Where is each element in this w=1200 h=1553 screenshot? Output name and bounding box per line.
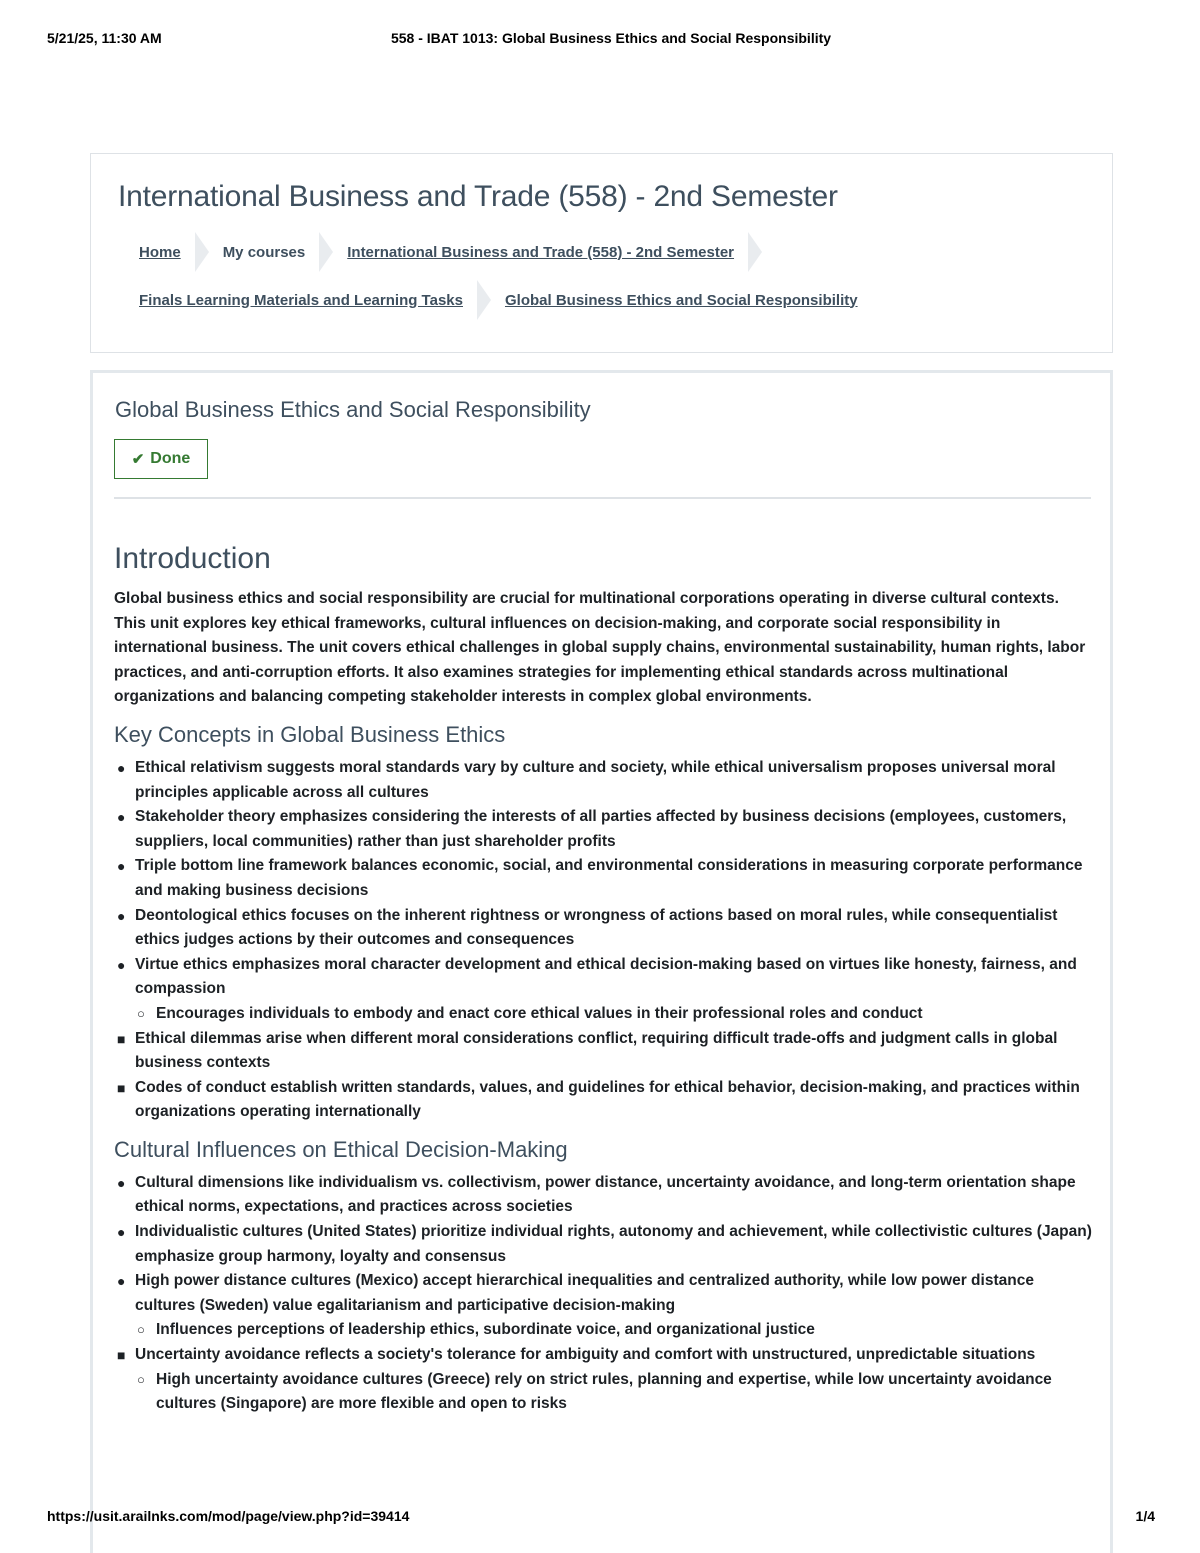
- list-item: ● Stakeholder theory emphasizes considering the interests of all parties affected by business decisions (employees, customers, suppliers, local communities) rather than just shareholder profits: [114, 805, 1094, 854]
- breadcrumb-course[interactable]: International Business and Trade (558) - 2nd Semester: [347, 243, 735, 261]
- print-footer: [47, 1508, 1155, 1528]
- circle-bullet-icon: ○: [137, 1371, 145, 1387]
- check-icon: ✔: [131, 451, 145, 468]
- chevron-right-icon: [319, 232, 333, 272]
- intro-paragraph: Global business ethics and social responsibility are crucial for multinational corporations operating in diverse cultural contexts. This unit explores key ethical frameworks, cultural influences on decision-making, and corporate social responsibility in international business. The unit covers ethical challenges in global supply chains, environmental sustainability, human rights, labor practices, and anti-corruption efforts. It also examines strategies for implementing ethical standards across multinational organizations and balancing competing stakeholder interests in complex global environments.: [114, 590, 1086, 706]
- sub-list-item: ○ Encourages individuals to embody and enact core ethical values in their professional roles and conduct: [114, 1002, 1094, 1027]
- bullet-icon: ●: [117, 907, 126, 924]
- breadcrumb-my-courses: My courses: [222, 243, 306, 261]
- square-bullet-icon: ■: [117, 1347, 126, 1364]
- done-label: Done: [150, 450, 191, 467]
- print-datetime: 5/21/25, 11:30 AM: [47, 30, 162, 46]
- cultural-influences-list: [114, 1171, 1094, 1417]
- activity-title: Global Business Ethics and Social Responsibility: [115, 397, 591, 422]
- bullet-icon: ●: [117, 956, 126, 973]
- square-bullet-icon: ■: [117, 1030, 126, 1047]
- breadcrumb: [139, 232, 776, 272]
- print-url: https://usit.arailnks.com/mod/page/view.php?id=39414: [47, 1508, 410, 1524]
- list-item: ● Cultural dimensions like individualism vs. collectivism, power distance, uncertainty avoidance, and long-term orientation shape ethical norms, expectations, and practices across societies: [114, 1171, 1094, 1220]
- divider: [114, 497, 1091, 499]
- list-item: ● Deontological ethics focuses on the inherent rightness or wrongness of actions based on moral rules, while consequentialist ethics judges actions by their outcomes and consequences: [114, 904, 1094, 953]
- page-header: [90, 153, 1113, 353]
- section-heading-cultural-influences: Cultural Influences on Ethical Decision-Making: [114, 1136, 568, 1162]
- print-header: [47, 30, 1155, 50]
- page-title: International Business and Trade (558) - 2nd Semester: [118, 180, 838, 213]
- square-bullet-icon: ■: [117, 1079, 126, 1096]
- circle-bullet-icon: ○: [137, 1005, 145, 1021]
- key-concepts-list: [114, 756, 1094, 1125]
- intro-heading: Introduction: [114, 542, 271, 575]
- list-item: ● Virtue ethics emphasizes moral character development and ethical decision-making based on virtues like honesty, fairness, and compassion: [114, 953, 1094, 1002]
- list-item: ● High power distance cultures (Mexico) accept hierarchical inequalities and centralized authority, while low power distance cultures (Sweden) value egalitarianism and participative decision-making: [114, 1269, 1094, 1318]
- print-page-number: 1/4: [1135, 1508, 1155, 1524]
- circle-bullet-icon: ○: [137, 1322, 145, 1338]
- chevron-right-icon: [195, 232, 209, 272]
- bullet-icon: ●: [117, 1224, 126, 1241]
- list-item: ■ Codes of conduct establish written standards, values, and guidelines for ethical behavior, decision-making, and practices within organizations operating internationally: [114, 1076, 1094, 1125]
- bullet-icon: ●: [117, 1273, 126, 1290]
- breadcrumb-section[interactable]: Finals Learning Materials and Learning Tasks: [139, 291, 463, 309]
- chevron-right-icon: [477, 280, 491, 320]
- page-content: [114, 539, 1094, 1417]
- section-heading-key-concepts: Key Concepts in Global Business Ethics: [114, 721, 506, 747]
- sub-list-item: ○ Influences perceptions of leadership ethics, subordinate voice, and organizational justice: [114, 1318, 1094, 1343]
- list-item: ■ Uncertainty avoidance reflects a society's tolerance for ambiguity and comfort with unstructured, unpredictable situations: [114, 1343, 1094, 1368]
- chevron-right-icon: [748, 232, 762, 272]
- list-item: ■ Ethical dilemmas arise when different moral considerations conflict, requiring difficult trade-offs and judgment calls in global business contexts: [114, 1027, 1094, 1076]
- done-status-badge: [114, 439, 208, 479]
- list-item: ● Ethical relativism suggests moral standards vary by culture and society, while ethical universalism proposes universal moral principles applicable across all cultures: [114, 756, 1094, 805]
- list-item: ● Triple bottom line framework balances economic, social, and environmental considerations in measuring corporate performance and making business decisions: [114, 854, 1094, 903]
- breadcrumb-continued: [139, 280, 858, 320]
- main-content: [90, 370, 1113, 1553]
- print-doc-title: 558 - IBAT 1013: Global Business Ethics and Social Responsibility: [390, 30, 832, 46]
- list-item: ● Individualistic cultures (United States) prioritize individual rights, autonomy and achievement, while collectivistic cultures (Japan) emphasize group harmony, loyalty and consensus: [114, 1220, 1094, 1269]
- bullet-icon: ●: [117, 1174, 126, 1191]
- bullet-icon: ●: [117, 809, 126, 826]
- breadcrumb-home[interactable]: Home: [139, 243, 181, 261]
- bullet-icon: ●: [117, 759, 126, 776]
- bullet-icon: ●: [117, 858, 126, 875]
- breadcrumb-page[interactable]: Global Business Ethics and Social Responsibility: [504, 291, 858, 309]
- sub-list-item: ○ High uncertainty avoidance cultures (Greece) rely on strict rules, planning and expertise, while low uncertainty avoidance cultures (Singapore) are more flexible and open to risks: [114, 1368, 1094, 1417]
